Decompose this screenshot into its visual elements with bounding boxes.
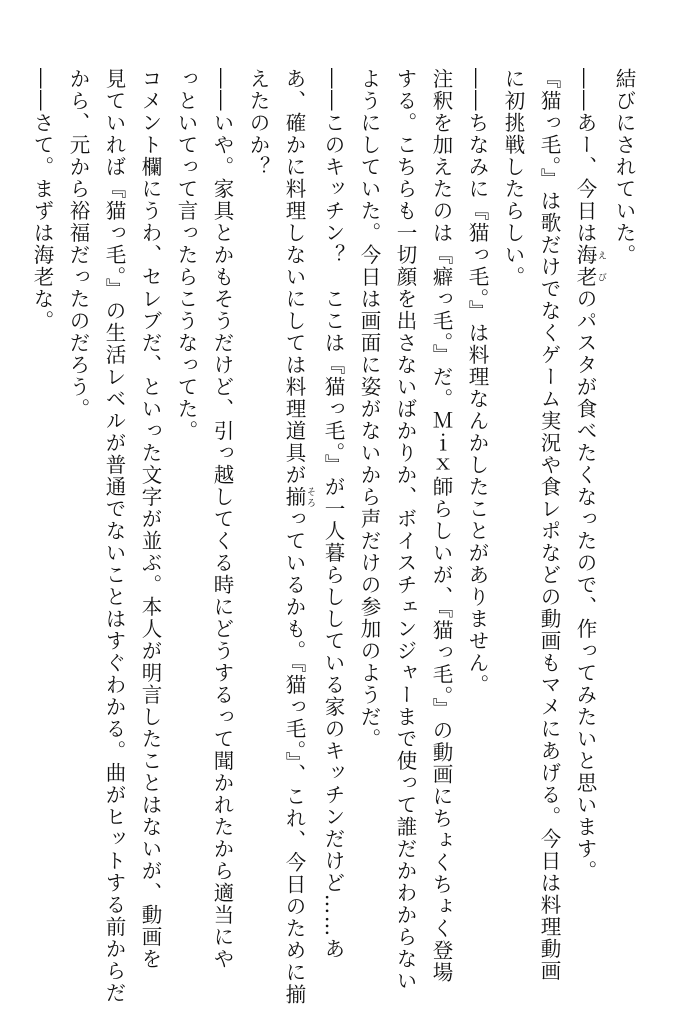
- text-line: ――このキッチン？ ここは『猫っ毛。』が一人暮らししている家のキッチンだけど……あ: [321, 68, 345, 960]
- text-line: っといてって言ったらこうなってた。: [174, 68, 198, 442]
- text-line: 見ていれば『猫っ毛。』の生活レベルが普通でないことはすぐわかる。曲がヒットする前からだ: [102, 68, 126, 1004]
- ruby-soro: [282, 486, 315, 508]
- text-line: する。こちらも一切顔を出さないばかりか、ボイスチェンジャーまで使って誰だかわからない: [393, 68, 417, 992]
- vertical-text-body: [24, 68, 642, 1006]
- text-line: ――いや。家具とかもそうだけど、引っ越してくる時にどうするって聞かれたから適当にや: [210, 68, 234, 970]
- text-line: に初挑戦したらしい。: [501, 68, 525, 288]
- text-line: ――ちなみに『猫っ毛。』は料理なんかしたことがありません。: [465, 68, 489, 696]
- text-line: ようにしていた。今日は画面に姿がないから声だけの参加のようだ。: [357, 68, 381, 750]
- ruby-base: 揃: [282, 486, 306, 508]
- text-fragment: っているかも。『猫っ毛。』、これ、今日のために揃: [282, 508, 306, 1006]
- text-line: 結びにされていた。: [612, 68, 636, 266]
- ruby-base: 海老: [573, 244, 597, 288]
- text-line: 『猫っ毛。』は歌だけでなくゲーム実況や食レポなどの動画もマメにあげる。今日は料理動画: [537, 68, 561, 982]
- text-line: ――さて。まずは海老な。: [30, 68, 54, 332]
- text-line: [276, 68, 315, 1006]
- text-line: 注釈を加えたのは『癖っ毛。』だ。Ｍｉｘ師らしいが、『猫っ毛。』の動画にちょくちょく登場: [429, 68, 453, 984]
- text-line: えたのか？: [246, 68, 270, 178]
- text-line: から、元から裕福だったのだろう。: [66, 68, 90, 420]
- text-fragment: ――あー、今日は: [573, 68, 597, 244]
- text-fragment: あ、確かに料理しないにしては料理道具が: [282, 68, 306, 486]
- ruby-ebi: [573, 244, 606, 288]
- text-fragment: のパスタが食べたくなったので、作ってみたいと思います。: [573, 288, 597, 882]
- text-line: [567, 68, 606, 968]
- text-line: コメント欄にうわ、セレブだ、といった文字が並ぶ。本人が明言したことはないが、動画を: [138, 68, 162, 970]
- ruby-reading: えび: [596, 244, 606, 288]
- ruby-reading: そろ: [305, 486, 315, 508]
